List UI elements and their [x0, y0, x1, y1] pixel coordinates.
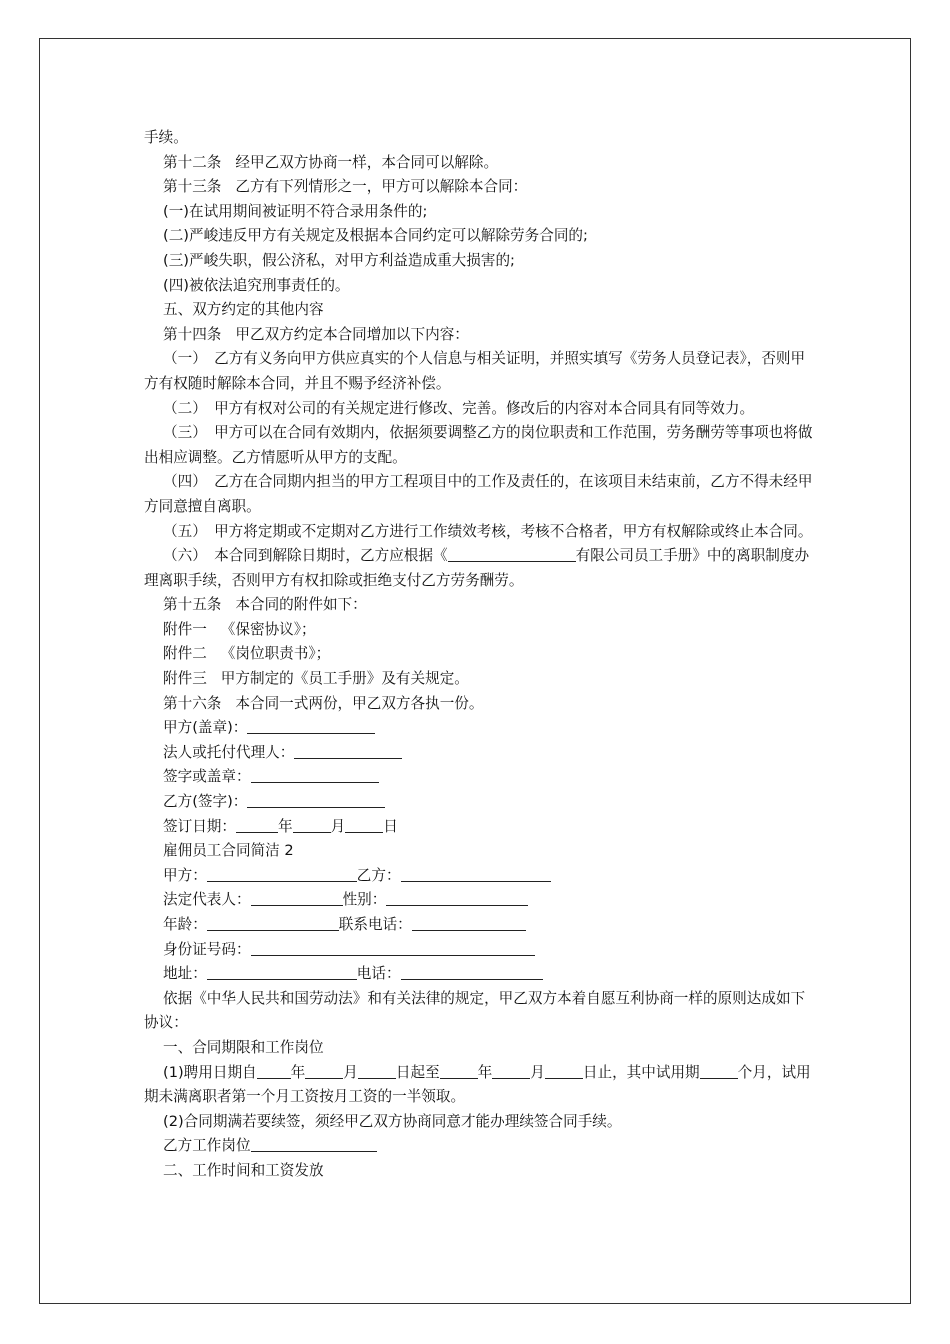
signature-blank[interactable]: [251, 767, 379, 783]
article-13: 第十三条 乙方有下列情形之一，甲方可以解除本合同：: [163, 178, 528, 196]
end-year-blank[interactable]: [440, 1063, 478, 1079]
paragraph-4: （四） 乙方在合同期内担当的甲方工程项目中的工作及责任的，在该项目未结束前，乙方不得未经甲方同意擅自离职。: [144, 473, 813, 515]
paragraph-1: （一） 乙方有义务向甲方供应真实的个人信息与相关证明，并照实填写《劳务人员登记表》，否则甲方有权随时解除本合同，并且不赐予经济补偿。: [144, 350, 806, 392]
signing-date: 签订日期： 年 月 日: [163, 817, 398, 835]
basis-paragraph: 依据《中华人民共和国劳动法》和有关法律的规定，甲乙双方本着自愿互利协商一样的原则达成如下协议：: [144, 989, 806, 1032]
party-a-seal-blank[interactable]: [247, 718, 375, 734]
representative: 法人或托付代理人：: [144, 741, 814, 766]
address-line: 地址： 电话：: [144, 962, 814, 987]
renewal-clause: (2)合同期满若要续签，须经甲乙双方协商同意才能办理续签合同手续。: [163, 1112, 622, 1130]
company-name-blank[interactable]: [448, 546, 576, 562]
clause-3: (三)严峻失职，假公济私，对甲方利益造成重大损害的;: [163, 251, 515, 269]
article-12: 第十二条 经甲乙双方协商一样，本合同可以解除。: [163, 153, 499, 171]
clause-2: (二)严峻违反甲方有关规定及根据本合同约定可以解除劳务合同的;: [163, 227, 588, 245]
article-14: 第十四条 甲乙双方约定本合同增加以下内容：: [163, 325, 469, 343]
paragraph-6: （六） 本合同到解除日期时，乙方应根据《 有限公司员工手册》中的离职制度办理离职手续，否则甲方有权扣除或拒绝支付乙方劳务酬劳。: [144, 547, 810, 589]
clause-1: (一)在试用期间被证明不符合录用条件的;: [163, 202, 428, 220]
start-day-blank[interactable]: [358, 1063, 396, 1079]
end-month-blank[interactable]: [492, 1063, 530, 1079]
paragraph-2: （二） 甲方有权对公司的有关规定进行修改、完善。修改后的内容对本合同具有同等效力。: [163, 399, 755, 417]
address-blank[interactable]: [207, 964, 357, 980]
gender-blank[interactable]: [386, 890, 528, 906]
employment-period: (1)聘用日期自 年 月 日起至 年 月 日止，其中试用期 个月，试用期未满离职者第一个月工资按月工资的一半领取。: [144, 1063, 811, 1106]
section-heading-2: 二、工作时间和工资发放: [163, 1161, 324, 1179]
position-blank[interactable]: [251, 1136, 377, 1152]
attachment-3: 附件三 甲方制定的《员工手册》及有关规定。: [163, 670, 469, 688]
parties-line: 甲方： 乙方：: [144, 864, 814, 889]
attachment-1: 附件一 《保密协议》；: [163, 620, 316, 638]
article-16: 第十六条 本合同一式两份，甲乙双方各执一份。: [163, 694, 484, 712]
start-year-blank[interactable]: [257, 1063, 291, 1079]
paragraph-3: （三） 甲方可以在合同有效期内，依据须要调整乙方的岗位职责和工作范围，劳务酬劳等事项也将做出相应调整。乙方情愿听从甲方的支配。: [144, 424, 813, 466]
day-blank[interactable]: [345, 817, 383, 833]
end-day-blank[interactable]: [545, 1063, 583, 1079]
telephone-blank[interactable]: [401, 964, 543, 980]
attachment-2: 附件二 《岗位职责书》；: [163, 645, 331, 663]
party-a-blank[interactable]: [207, 866, 357, 882]
probation-blank[interactable]: [700, 1063, 738, 1079]
age-blank[interactable]: [207, 915, 339, 931]
year-blank[interactable]: [236, 817, 278, 833]
id-number-blank[interactable]: [251, 940, 535, 956]
start-month-blank[interactable]: [305, 1063, 343, 1079]
paragraph-5: （五） 甲方将定期或不定期对乙方进行工作绩效考核，考核不合格者，甲方有权解除或终止本合同。: [163, 522, 813, 540]
contract-title-2: 雇佣员工合同简洁 2: [163, 842, 294, 860]
signature: 签字或盖章：: [144, 765, 814, 790]
legal-rep-line: 法定代表人： 性别：: [144, 888, 814, 913]
contract-body: [144, 126, 814, 1184]
party-b-sign-blank[interactable]: [247, 792, 385, 808]
month-blank[interactable]: [293, 817, 331, 833]
representative-blank[interactable]: [294, 743, 402, 759]
position-line: 乙方工作岗位: [144, 1134, 814, 1159]
article-15: 第十五条 本合同的附件如下：: [163, 596, 367, 614]
legal-rep-blank[interactable]: [251, 890, 343, 906]
party-b-sign: 乙方(签字)：: [144, 790, 814, 815]
age-line: 年龄： 联系电话：: [144, 913, 814, 938]
section-heading-5: 五、双方约定的其他内容: [163, 301, 324, 319]
party-b-blank[interactable]: [401, 866, 551, 882]
party-a-seal: 甲方(盖章)：: [144, 716, 814, 741]
id-number-line: 身份证号码：: [144, 938, 814, 963]
phone-blank[interactable]: [412, 915, 526, 931]
clause-4: (四)被依法追究刑事责任的。: [163, 276, 350, 294]
text-line: 手续。: [144, 129, 188, 146]
section-heading-1: 一、合同期限和工作岗位: [163, 1038, 324, 1056]
